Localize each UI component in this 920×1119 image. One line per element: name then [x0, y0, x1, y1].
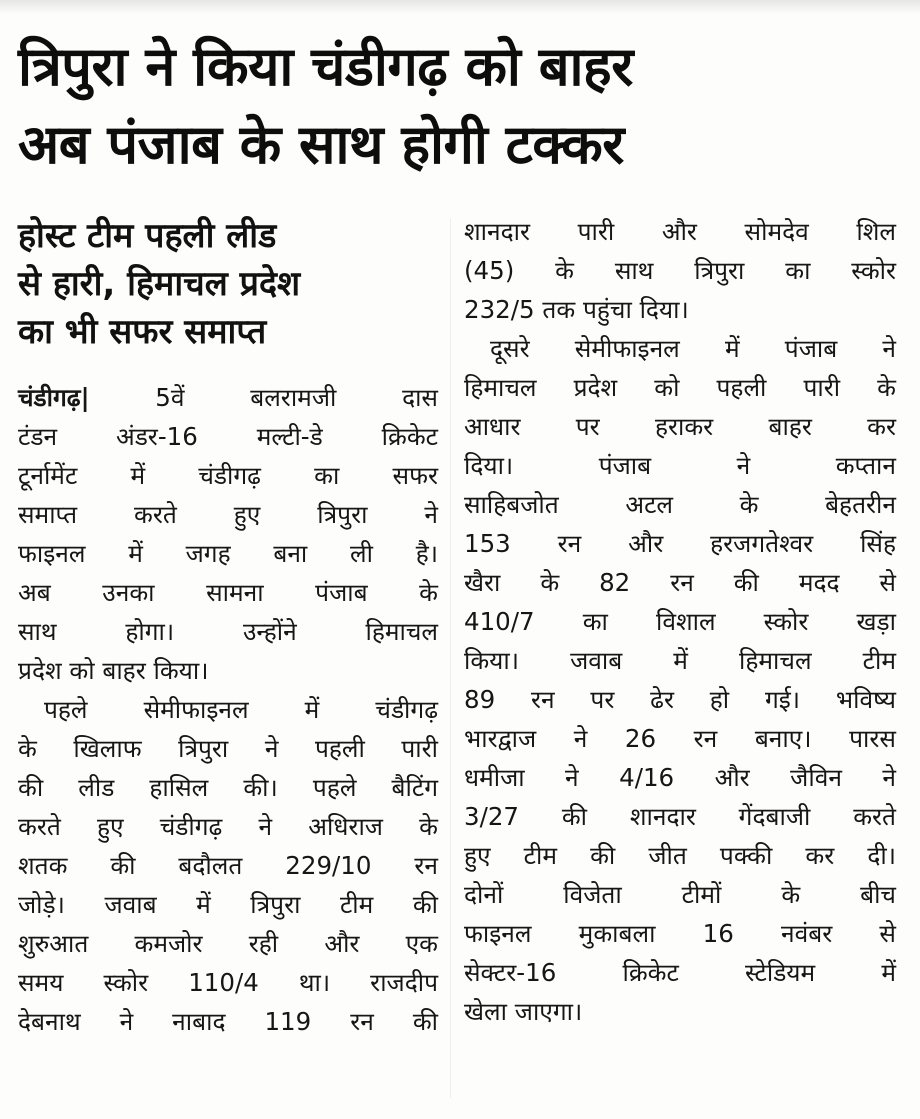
- subheadline-line-3: का भी सफर समाप्त: [18, 312, 267, 352]
- body-line: की लीड हासिल की। पहले बैटिंग: [18, 773, 438, 802]
- body-line: दूसरे सेमीफाइनल में पंजाब ने: [490, 334, 896, 363]
- body-line: समय स्कोर 110/4 था। राजदीप: [18, 968, 438, 997]
- body-line: फाइनल मुकाबला 16 नवंबर से: [464, 919, 896, 948]
- body-line: अब उनका सामना पंजाब के: [18, 578, 438, 607]
- subheadline-line-1: होस्ट टीम पहली लीड: [18, 216, 277, 256]
- body-line: धमीजा ने 4/16 और जैविन ने: [464, 763, 896, 792]
- body-line: दोनों विजेता टीमों के बीच: [464, 880, 896, 909]
- body-line-text: 5वें बलरामजी दास: [155, 383, 438, 412]
- subheadline-line-2: से हारी, हिमाचल प्रदेश: [18, 264, 301, 304]
- body-line: के खिलाफ त्रिपुरा ने पहली पारी: [18, 734, 438, 763]
- body-line: प्रदेश को बाहर किया।: [18, 656, 209, 685]
- body-line: टूर्नामेंट में चंडीगढ़ का सफर: [18, 461, 438, 490]
- body-column-right: [464, 212, 896, 1031]
- body-line: 89 रन पर ढेर हो गई। भविष्य: [464, 685, 896, 714]
- body-line: 153 रन और हरजगतेश्वर सिंह: [464, 529, 896, 558]
- body-line: खेला जाएगा।: [464, 997, 583, 1026]
- body-line: हिमाचल प्रदेश को पहली पारी के: [464, 373, 896, 402]
- headline-line-1: त्रिपुरा ने किया चंडीगढ़ को बाहर: [18, 35, 633, 98]
- body-line: खैरा के 82 रन की मदद से: [464, 568, 896, 597]
- body-line: दिया। पंजाब ने कप्तान: [464, 451, 896, 480]
- body-line: समाप्त करते हुए त्रिपुरा ने: [18, 500, 438, 529]
- headline-line-2: अब पंजाब के साथ होगी टक्कर: [18, 113, 624, 176]
- column-divider: [450, 218, 451, 1098]
- body-line: शुरुआत कमजोर रही और एक: [18, 929, 438, 958]
- top-edge-strip: [0, 0, 920, 14]
- headline: [18, 28, 902, 184]
- subheadline: [18, 212, 438, 356]
- body-line: 232/5 तक पहुंचा दिया।: [464, 295, 689, 324]
- body-line: किया। जवाब में हिमाचल टीम: [464, 646, 896, 675]
- body-line: आधार पर हराकर बाहर कर: [464, 412, 896, 441]
- body-line: भारद्वाज ने 26 रन बनाए। पारस: [464, 724, 896, 753]
- body-line: [18, 378, 438, 417]
- body-line: जोड़े। जवाब में त्रिपुरा टीम की: [18, 890, 438, 919]
- body-line: शानदार पारी और सोमदेव शिल: [464, 217, 896, 246]
- body-line: करते हुए चंडीगढ़ ने अधिराज के: [18, 812, 438, 841]
- body-line: हुए टीम की जीत पक्की कर दी।: [464, 841, 896, 870]
- dateline: चंडीगढ़|: [18, 383, 90, 412]
- body-line: साहिबजोत अटल के बेहतरीन: [464, 490, 896, 519]
- body-line: 3/27 की शानदार गेंदबाजी करते: [464, 802, 896, 831]
- body-line: 410/7 का विशाल स्कोर खड़ा: [464, 607, 896, 636]
- body-line: शतक की बदौलत 229/10 रन: [18, 851, 438, 880]
- body-line: साथ होगा। उन्होंने हिमाचल: [18, 617, 438, 646]
- body-column-left: [18, 378, 438, 1041]
- body-line: पहले सेमीफाइनल में चंडीगढ़: [44, 695, 438, 724]
- body-line: देबनाथ ने नाबाद 119 रन की: [18, 1007, 438, 1036]
- body-line: टंडन अंडर-16 मल्टी-डे क्रिकेट: [18, 422, 438, 451]
- body-line: फाइनल में जगह बना ली है।: [18, 539, 438, 568]
- body-line: सेक्टर-16 क्रिकेट स्टेडियम में: [464, 958, 896, 987]
- body-line: (45) के साथ त्रिपुरा का स्कोर: [464, 256, 896, 285]
